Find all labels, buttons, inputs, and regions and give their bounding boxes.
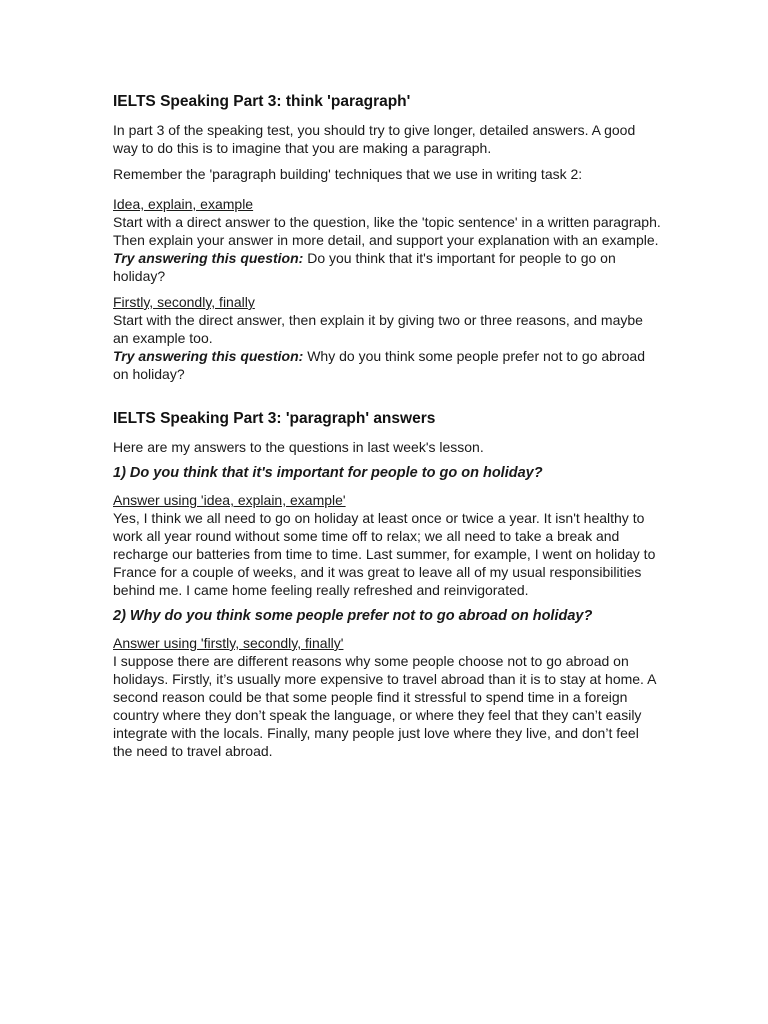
section1-title: IELTS Speaking Part 3: think 'paragraph'	[113, 93, 411, 110]
answer2-body: I suppose there are different reasons why some people choose not to go abroad on holidays. Firstly, it’s usually more expensive to travel abroad than it is to stay at home. A second reason could be that some people find it stressful to spend time in a foreign country where they don’t speak the language, or where they feel that they can’t easily integrate with the locals. Finally, many people just love where they live, and don’t feel the need to travel abroad.	[113, 653, 656, 759]
answer1-method: Answer using 'idea, explain, example'	[113, 492, 346, 508]
technique1-heading: Idea, explain, example	[113, 196, 254, 212]
technique1-prompt-label: Try answering this question:	[113, 250, 304, 266]
technique1-prompt	[113, 249, 661, 285]
section1-remember: Remember the 'paragraph building' techniques that we use in writing task 2:	[113, 166, 583, 182]
section2-intro: Here are my answers to the questions in last week's lesson.	[113, 439, 484, 455]
answer1-body: Yes, I think we all need to go on holiday at least once or twice a year. It isn't healthy to work all year round without some time off to relax; we all need to take a break and recharge our batteries from time to time. Last summer, for example, I went on holiday to France for a couple of weeks, and it was great to leave all of my usual responsibilities behind me. I came home feeling really refreshed and reinvigorated.	[113, 510, 656, 598]
technique2-prompt-label: Try answering this question:	[113, 348, 304, 364]
technique1-prompt-question: Do you think that it's important for people to go on holiday?	[113, 250, 616, 284]
section1-intro: In part 3 of the speaking test, you should try to give longer, detailed answers. A good way to do this is to imagine that you are making a paragraph.	[113, 122, 636, 156]
answer1-question: 1) Do you think that it's important for people to go on holiday?	[113, 465, 543, 481]
technique2-heading: Firstly, secondly, finally	[113, 294, 255, 310]
technique2-prompt-question: Why do you think some people prefer not to go abroad on holiday?	[113, 348, 645, 382]
technique1-body: Start with a direct answer to the question, like the 'topic sentence' in a written paragraph. Then explain your answer in more detail, and support your explanation with an example.	[113, 214, 661, 248]
document-page	[113, 92, 661, 760]
technique2-body: Start with the direct answer, then explain it by giving two or three reasons, and maybe an example too.	[113, 312, 643, 346]
answer2-method: Answer using 'firstly, secondly, finally'	[113, 635, 344, 651]
section2-title: IELTS Speaking Part 3: 'paragraph' answers	[113, 410, 436, 427]
answer2-question: 2) Why do you think some people prefer not to go abroad on holiday?	[113, 608, 593, 624]
technique2-prompt	[113, 347, 661, 383]
